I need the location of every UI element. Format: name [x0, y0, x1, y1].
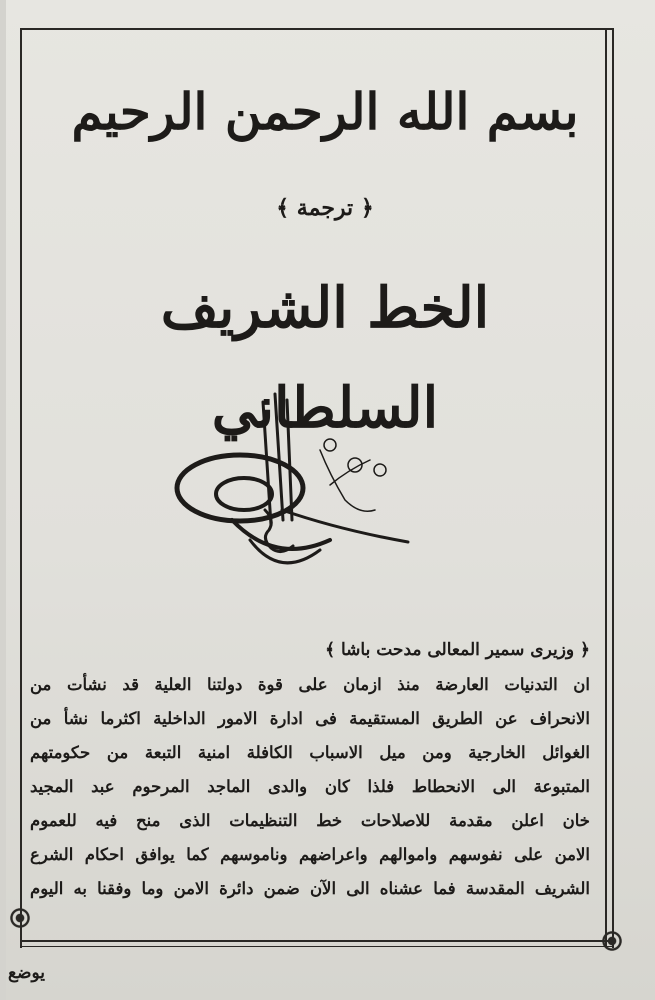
frame-border-left [20, 28, 22, 948]
basmala-calligraphy: بسم الله الرحمن الرحيم [71, 82, 579, 141]
page-title: الخط الشريف السلطاني [160, 275, 490, 441]
frame-border-right-inner [605, 28, 607, 946]
corner-ornament-icon [601, 930, 623, 952]
tughra-seal-icon [170, 390, 420, 590]
frame-border-right [612, 28, 614, 948]
body-text-line: خان اعلن مقدمة للاصلاحات خط التنظيمات الذى منح فيه للعموم [30, 811, 590, 830]
corner-ornament-icon [9, 907, 31, 929]
body-text-line: الانحراف عن الطريق المستقيمة فى ادارة الامور الداخلية اكثرما نشأ من [30, 709, 590, 728]
frame-border-top [20, 28, 614, 30]
body-text-line: الشريف المقدسة فما عشناه الى الآن ضمن دائرة الامن وما وفقنا به اليوم [30, 879, 590, 898]
frame-border-bottom-inner [20, 946, 614, 947]
body-text-line: الامن على نفوسهم واموالهم واعراضهم وناموسهم كما يوافق احكام الشرع [30, 845, 590, 864]
body-text-line: ان التدنيات العارضة منذ ازمان على قوة دولتنا العلية قد نشأت من [30, 675, 590, 694]
frame-border-bottom [20, 940, 614, 942]
catchword: يوضع [8, 963, 45, 983]
document-header-line: ﴿ وزيرى سمير المعالى مدحت باشا ﴾ [325, 640, 590, 660]
body-text-line: المتبوعة الى الانحطاط فلذا كان والدى الماجد المرحوم عبد المجيد [30, 777, 590, 796]
subtitle: ﴿ ترجمة ﴾ [276, 195, 374, 221]
body-text-line: الغوائل الخارجية ومن ميل الاسباب الكافلة امنية التبعة من حكومتهم [30, 743, 590, 762]
